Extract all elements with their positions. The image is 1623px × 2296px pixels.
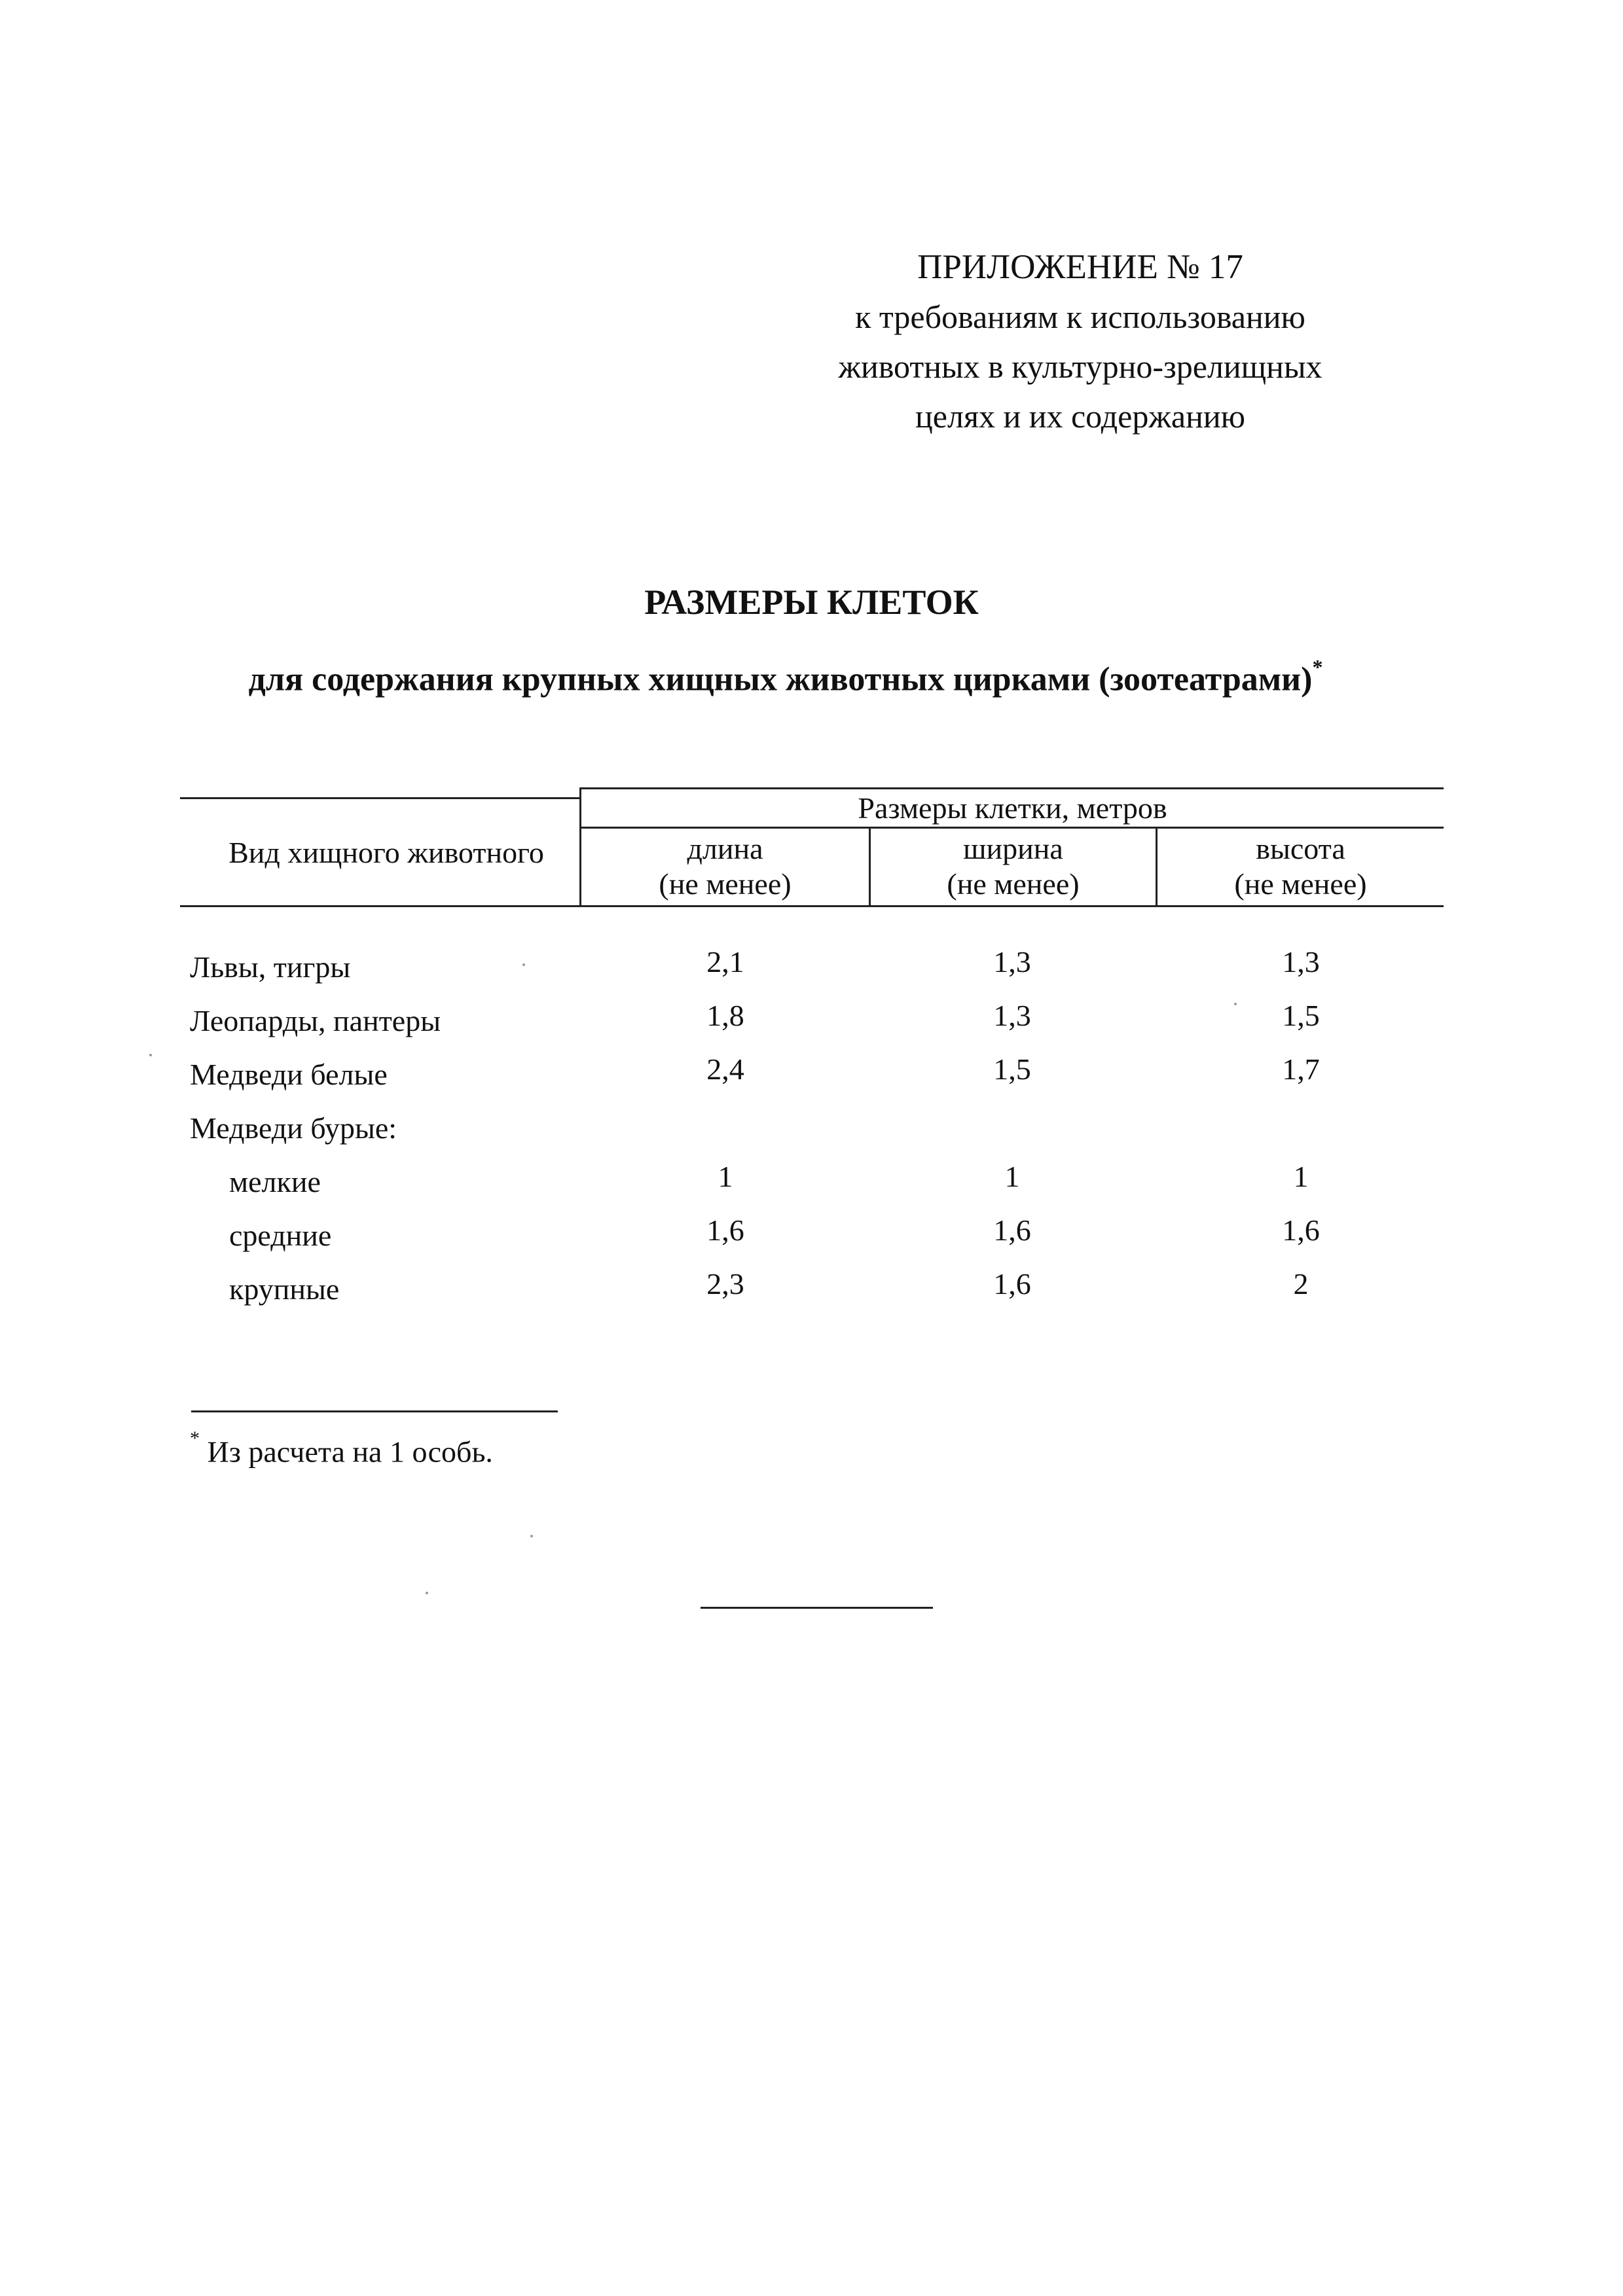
table-row-group-name: Медведи бурые: [190,1111,397,1145]
annex-block [753,242,1408,441]
table-row-name: Медведи белые [190,1058,388,1091]
subtitle-text: для содержания крупных хищных животных цирками (зоотеатрами) [248,660,1313,698]
column-header-length-note: (не менее) [659,867,792,901]
table-cell-width: 1,5 [993,1052,1031,1086]
scan-speck [149,1054,152,1056]
table-cell-width: 1,6 [993,1267,1031,1300]
scan-speck [522,963,525,966]
annex-line-2: животных в культурно-зрелищных [838,348,1322,385]
table-cell-height: 1,7 [1282,1052,1320,1086]
footnote-text: Из расчета на 1 особь. [207,1435,493,1469]
table-cell-width: 1,6 [993,1213,1031,1247]
table-header-bottom-rule [180,905,1444,907]
annex-title: ПРИЛОЖЕНИЕ № 17 [917,248,1243,286]
table-cell-height: 1 [1293,1160,1309,1193]
scan-speck [530,1535,533,1537]
table-cell-width: 1 [1004,1160,1020,1193]
footnote [190,1426,493,1471]
table-cell-length: 2,3 [706,1267,744,1300]
table-row-name: крупные [229,1272,340,1306]
table-cell-width: 1,3 [993,999,1031,1032]
document-subtitle [131,645,1440,706]
column-header-length [581,831,869,902]
column-header-height-note: (не менее) [1234,867,1367,901]
table-cell-height: 1,5 [1282,999,1320,1032]
column-header-species: Вид хищного животного [228,836,544,869]
column-header-width [871,831,1156,902]
table-row-name: Леопарды, пантеры [190,1004,441,1037]
column-header-width-label: ширина [963,832,1063,865]
table-row-name: средние [229,1219,332,1252]
table-cell-length: 2,1 [706,945,744,978]
table-cell-length: 1 [718,1160,733,1193]
annex-line-3: целях и их содержанию [915,398,1245,435]
column-header-length-label: длина [687,832,763,865]
document-title: РАЗМЕРЫ КЛЕТОК [644,583,979,622]
table-cell-length: 1,8 [706,999,744,1032]
group-header: Размеры клетки, метров [858,791,1167,825]
table-cell-length: 2,4 [706,1052,744,1086]
column-header-height [1158,831,1444,902]
table-cell-width: 1,3 [993,945,1031,978]
table-cell-length: 1,6 [706,1213,744,1247]
scan-speck [426,1592,428,1594]
table-row-name: Львы, тигры [190,950,351,984]
table-top-rule [579,787,1444,789]
table-cell-height: 1,3 [1282,945,1320,978]
group-header-rule [579,827,1444,829]
column-header-width-note: (не менее) [947,867,1080,901]
table-cell-height: 1,6 [1282,1213,1320,1247]
footnote-rule [191,1410,558,1412]
table-left-top-rule [180,797,579,799]
footnote-mark: * [190,1427,200,1449]
table-cell-height: 2 [1293,1267,1309,1300]
annex-line-1: к требованиям к использованию [855,298,1305,335]
closing-separator [701,1607,933,1609]
subtitle-footnote-mark: * [1312,655,1323,679]
column-header-height-label: высота [1256,832,1345,865]
scan-speck [1234,1003,1237,1005]
table-row-name: мелкие [229,1165,321,1198]
